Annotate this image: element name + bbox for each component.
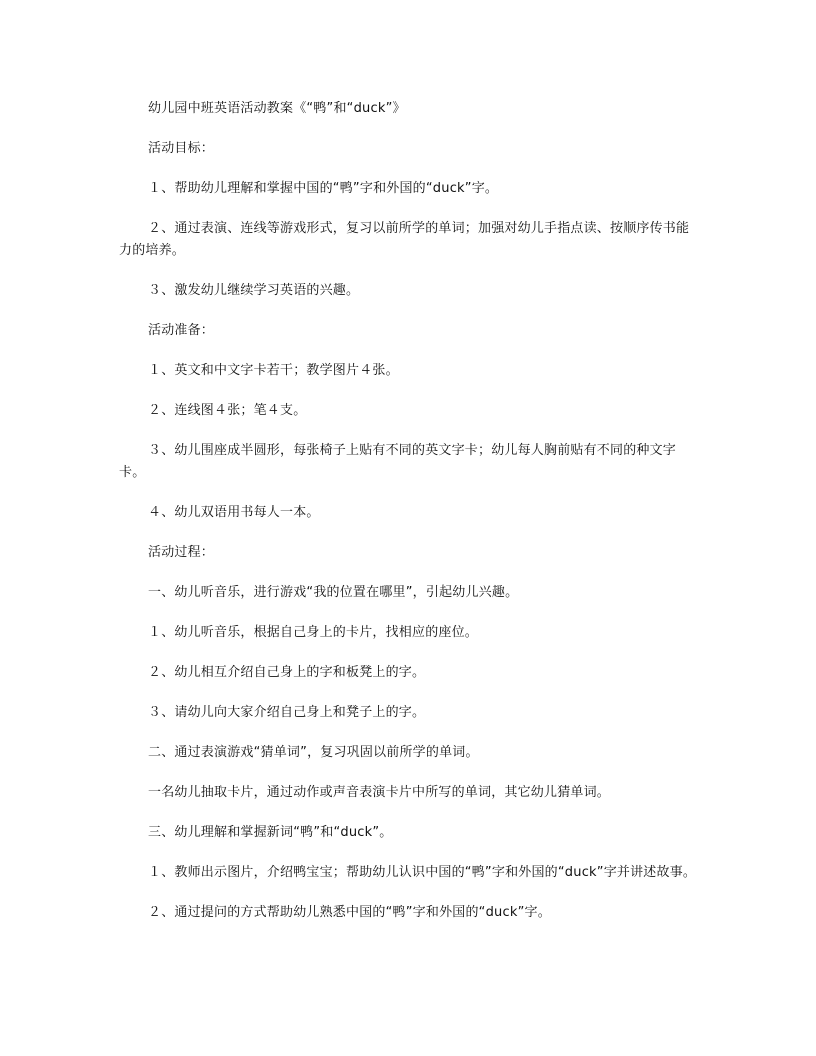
process-step-3-2: ２、通过提问的方式帮助幼儿熟悉中国的“鸭”字和外国的“duck”字。 xyxy=(148,905,551,920)
process-step-2: 二、通过表演游戏“猜单词”，复习巩固以前所学的单词。 xyxy=(148,745,479,760)
process-step-2-detail: 一名幼儿抽取卡片，通过动作或声音表演卡片中所写的单词，其它幼儿猜单词。 xyxy=(148,785,611,800)
process-step-1-1: １、幼儿听音乐，根据自己身上的卡片，找相应的座位。 xyxy=(148,625,479,640)
prep-item-3: ３、幼儿围座成半圆形，每张椅子上贴有不同的英文字卡；幼儿每人胸前贴有不同的种文字卡。 xyxy=(119,443,677,480)
section-heading-process: 活动过程： xyxy=(148,545,215,560)
goal-item-1: １、帮助幼儿理解和掌握中国的“鸭”字和外国的“duck”字。 xyxy=(148,181,499,196)
prep-item-1: １、英文和中文字卡若干；教学图片４张。 xyxy=(148,363,399,378)
document-body xyxy=(119,98,699,924)
process-step-3: 三、幼儿理解和掌握新词“鸭”和“duck”。 xyxy=(148,825,393,840)
goal-item-3: ３、激发幼儿继续学习英语的兴趣。 xyxy=(148,283,360,298)
process-step-1-2: ２、幼儿相互介绍自己身上的字和板凳上的字。 xyxy=(148,665,426,680)
process-step-3-1: １、教师出示图片，介绍鸭宝宝；帮助幼儿认识中国的“鸭”字和外国的“duck”字并讲述故事。 xyxy=(148,865,697,880)
process-step-1: 一、幼儿听音乐，进行游戏“我的位置在哪里”，引起幼儿兴趣。 xyxy=(148,585,519,600)
process-step-1-3: ３、请幼儿向大家介绍自己身上和凳子上的字。 xyxy=(148,705,426,720)
section-heading-preparation: 活动准备： xyxy=(148,323,215,338)
prep-item-2: ２、连线图４张；笔４支。 xyxy=(148,403,307,418)
prep-item-4: ４、幼儿双语用书每人一本。 xyxy=(148,505,320,520)
document-title: 幼儿园中班英语活动教案《“鸭”和“duck”》 xyxy=(148,101,406,116)
goal-item-2: ２、通过表演、连线等游戏形式，复习以前所学的单词；加强对幼儿手指点读、按顺序传书能力的培养。 xyxy=(119,221,690,258)
section-heading-goals: 活动目标： xyxy=(148,141,215,156)
